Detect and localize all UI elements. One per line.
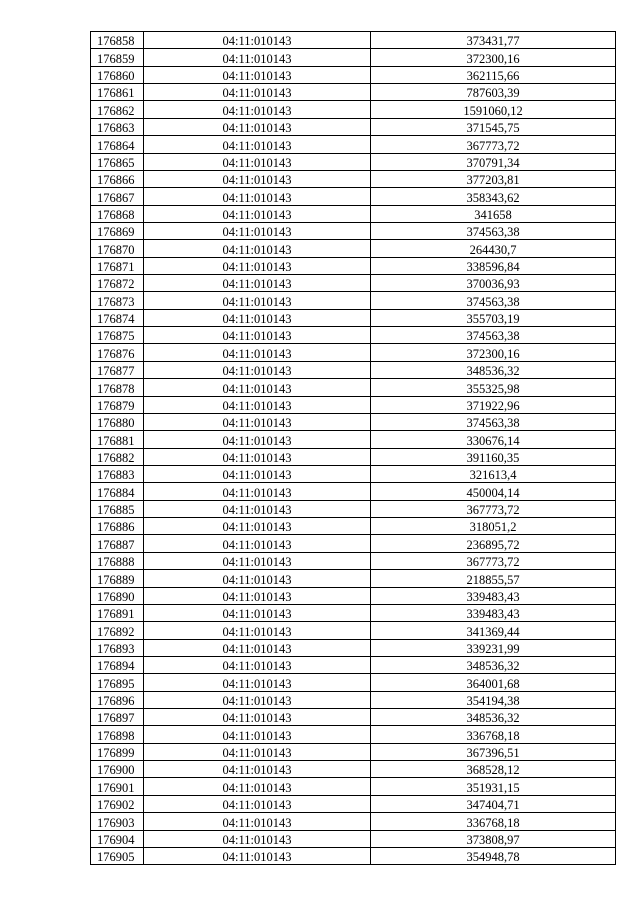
table-body [91, 32, 616, 865]
row-id-cell: 176858 [91, 32, 144, 49]
value-cell: 374563,38 [371, 327, 616, 344]
value-cell: 373808,97 [371, 830, 616, 847]
value-cell: 367773,72 [371, 552, 616, 569]
cadastral-code-cell: 04:11:010143 [144, 101, 371, 118]
table-row [91, 309, 616, 326]
cadastral-code-cell: 04:11:010143 [144, 49, 371, 66]
value-cell: 450004,14 [371, 483, 616, 500]
table-row [91, 413, 616, 430]
row-id-cell: 176897 [91, 709, 144, 726]
row-id-cell: 176859 [91, 49, 144, 66]
table-row [91, 327, 616, 344]
cadastral-code-cell: 04:11:010143 [144, 188, 371, 205]
value-cell: 374563,38 [371, 222, 616, 239]
cadastral-code-cell: 04:11:010143 [144, 813, 371, 830]
value-cell: 354194,38 [371, 691, 616, 708]
cadastral-code-cell: 04:11:010143 [144, 344, 371, 361]
value-cell: 354948,78 [371, 847, 616, 864]
cadastral-code-cell: 04:11:010143 [144, 500, 371, 517]
row-id-cell: 176864 [91, 136, 144, 153]
table-row [91, 847, 616, 864]
value-cell: 264430,7 [371, 240, 616, 257]
cadastral-code-cell: 04:11:010143 [144, 413, 371, 430]
value-cell: 339483,43 [371, 587, 616, 604]
cadastral-code-cell: 04:11:010143 [144, 396, 371, 413]
cadastral-code-cell: 04:11:010143 [144, 830, 371, 847]
table-row [91, 170, 616, 187]
table-row [91, 465, 616, 482]
cadastral-code-cell: 04:11:010143 [144, 275, 371, 292]
table-row [91, 830, 616, 847]
table-row [91, 379, 616, 396]
row-id-cell: 176874 [91, 309, 144, 326]
cadastral-code-cell: 04:11:010143 [144, 448, 371, 465]
table-row [91, 813, 616, 830]
cadastral-code-cell: 04:11:010143 [144, 483, 371, 500]
cadastral-code-cell: 04:11:010143 [144, 604, 371, 621]
cadastral-code-cell: 04:11:010143 [144, 518, 371, 535]
value-cell: 368528,12 [371, 761, 616, 778]
table-row [91, 483, 616, 500]
cadastral-code-cell: 04:11:010143 [144, 726, 371, 743]
row-id-cell: 176873 [91, 292, 144, 309]
row-id-cell: 176862 [91, 101, 144, 118]
row-id-cell: 176901 [91, 778, 144, 795]
value-cell: 358343,62 [371, 188, 616, 205]
table-row [91, 500, 616, 517]
value-cell: 371545,75 [371, 118, 616, 135]
value-cell: 367396,51 [371, 743, 616, 760]
value-cell: 348536,32 [371, 361, 616, 378]
value-cell: 374563,38 [371, 292, 616, 309]
row-id-cell: 176884 [91, 483, 144, 500]
cadastral-code-cell: 04:11:010143 [144, 622, 371, 639]
row-id-cell: 176870 [91, 240, 144, 257]
row-id-cell: 176900 [91, 761, 144, 778]
cadastral-code-cell: 04:11:010143 [144, 170, 371, 187]
value-cell: 336768,18 [371, 726, 616, 743]
value-cell: 218855,57 [371, 570, 616, 587]
cadastral-code-cell: 04:11:010143 [144, 84, 371, 101]
cadastral-code-cell: 04:11:010143 [144, 361, 371, 378]
table-row [91, 448, 616, 465]
cadastral-code-cell: 04:11:010143 [144, 327, 371, 344]
cadastral-code-cell: 04:11:010143 [144, 691, 371, 708]
row-id-cell: 176892 [91, 622, 144, 639]
cadastral-code-cell: 04:11:010143 [144, 847, 371, 864]
value-cell: 370791,34 [371, 153, 616, 170]
value-cell: 355703,19 [371, 309, 616, 326]
cadastral-code-cell: 04:11:010143 [144, 761, 371, 778]
value-cell: 362115,66 [371, 66, 616, 83]
cadastral-code-cell: 04:11:010143 [144, 743, 371, 760]
table-row [91, 240, 616, 257]
table-row [91, 795, 616, 812]
row-id-cell: 176860 [91, 66, 144, 83]
table-row [91, 344, 616, 361]
row-id-cell: 176886 [91, 518, 144, 535]
cadastral-code-cell: 04:11:010143 [144, 292, 371, 309]
value-cell: 364001,68 [371, 674, 616, 691]
row-id-cell: 176882 [91, 448, 144, 465]
cadastral-code-cell: 04:11:010143 [144, 257, 371, 274]
value-cell: 372300,16 [371, 344, 616, 361]
row-id-cell: 176869 [91, 222, 144, 239]
cadastral-code-cell: 04:11:010143 [144, 153, 371, 170]
table-row [91, 639, 616, 656]
row-id-cell: 176866 [91, 170, 144, 187]
value-cell: 321613,4 [371, 465, 616, 482]
row-id-cell: 176878 [91, 379, 144, 396]
value-cell: 347404,71 [371, 795, 616, 812]
table-row [91, 396, 616, 413]
table-row [91, 674, 616, 691]
row-id-cell: 176890 [91, 587, 144, 604]
row-id-cell: 176905 [91, 847, 144, 864]
cadastral-code-cell: 04:11:010143 [144, 465, 371, 482]
cadastral-code-cell: 04:11:010143 [144, 66, 371, 83]
cadastral-code-cell: 04:11:010143 [144, 136, 371, 153]
table-row [91, 153, 616, 170]
value-cell: 371922,96 [371, 396, 616, 413]
cadastral-code-cell: 04:11:010143 [144, 222, 371, 239]
row-id-cell: 176898 [91, 726, 144, 743]
value-cell: 372300,16 [371, 49, 616, 66]
value-cell: 236895,72 [371, 535, 616, 552]
cadastral-code-cell: 04:11:010143 [144, 587, 371, 604]
table-row [91, 136, 616, 153]
table-row [91, 292, 616, 309]
table-row [91, 518, 616, 535]
value-cell: 330676,14 [371, 431, 616, 448]
table-row [91, 275, 616, 292]
value-cell: 787603,39 [371, 84, 616, 101]
value-cell: 1591060,12 [371, 101, 616, 118]
cadastral-code-cell: 04:11:010143 [144, 674, 371, 691]
cadastral-code-cell: 04:11:010143 [144, 639, 371, 656]
row-id-cell: 176895 [91, 674, 144, 691]
table-row [91, 49, 616, 66]
row-id-cell: 176896 [91, 691, 144, 708]
value-cell: 373431,77 [371, 32, 616, 49]
cadastral-code-cell: 04:11:010143 [144, 795, 371, 812]
value-cell: 348536,32 [371, 656, 616, 673]
table-row [91, 361, 616, 378]
table-row [91, 535, 616, 552]
table-row [91, 101, 616, 118]
table-row [91, 118, 616, 135]
row-id-cell: 176902 [91, 795, 144, 812]
cadastral-code-cell: 04:11:010143 [144, 535, 371, 552]
row-id-cell: 176894 [91, 656, 144, 673]
table-row [91, 84, 616, 101]
row-id-cell: 176899 [91, 743, 144, 760]
row-id-cell: 176888 [91, 552, 144, 569]
row-id-cell: 176861 [91, 84, 144, 101]
table-row [91, 726, 616, 743]
row-id-cell: 176903 [91, 813, 144, 830]
table-row [91, 691, 616, 708]
row-id-cell: 176871 [91, 257, 144, 274]
value-cell: 367773,72 [371, 500, 616, 517]
value-cell: 348536,32 [371, 709, 616, 726]
table-row [91, 604, 616, 621]
value-cell: 341658 [371, 205, 616, 222]
cadastral-code-cell: 04:11:010143 [144, 205, 371, 222]
value-cell: 374563,38 [371, 413, 616, 430]
row-id-cell: 176891 [91, 604, 144, 621]
table-row [91, 587, 616, 604]
row-id-cell: 176865 [91, 153, 144, 170]
cadastral-code-cell: 04:11:010143 [144, 309, 371, 326]
row-id-cell: 176887 [91, 535, 144, 552]
table-row [91, 257, 616, 274]
value-cell: 355325,98 [371, 379, 616, 396]
cadastral-code-cell: 04:11:010143 [144, 32, 371, 49]
value-cell: 338596,84 [371, 257, 616, 274]
table-row [91, 222, 616, 239]
table-row [91, 622, 616, 639]
row-id-cell: 176872 [91, 275, 144, 292]
value-cell: 391160,35 [371, 448, 616, 465]
table-row [91, 743, 616, 760]
row-id-cell: 176863 [91, 118, 144, 135]
table-row [91, 709, 616, 726]
value-cell: 370036,93 [371, 275, 616, 292]
data-table [90, 31, 616, 865]
row-id-cell: 176879 [91, 396, 144, 413]
cadastral-code-cell: 04:11:010143 [144, 709, 371, 726]
value-cell: 336768,18 [371, 813, 616, 830]
value-cell: 339231,99 [371, 639, 616, 656]
row-id-cell: 176867 [91, 188, 144, 205]
row-id-cell: 176889 [91, 570, 144, 587]
cadastral-code-cell: 04:11:010143 [144, 118, 371, 135]
table-row [91, 188, 616, 205]
cadastral-code-cell: 04:11:010143 [144, 778, 371, 795]
value-cell: 339483,43 [371, 604, 616, 621]
table-row [91, 570, 616, 587]
row-id-cell: 176868 [91, 205, 144, 222]
table-row [91, 431, 616, 448]
cadastral-code-cell: 04:11:010143 [144, 431, 371, 448]
cadastral-code-cell: 04:11:010143 [144, 552, 371, 569]
row-id-cell: 176881 [91, 431, 144, 448]
table-row [91, 761, 616, 778]
row-id-cell: 176883 [91, 465, 144, 482]
cadastral-code-cell: 04:11:010143 [144, 240, 371, 257]
value-cell: 351931,15 [371, 778, 616, 795]
row-id-cell: 176877 [91, 361, 144, 378]
table-row [91, 778, 616, 795]
cadastral-code-cell: 04:11:010143 [144, 379, 371, 396]
cadastral-code-cell: 04:11:010143 [144, 570, 371, 587]
table-row [91, 552, 616, 569]
table-row [91, 205, 616, 222]
table-row [91, 32, 616, 49]
value-cell: 341369,44 [371, 622, 616, 639]
value-cell: 318051,2 [371, 518, 616, 535]
table-row [91, 66, 616, 83]
row-id-cell: 176885 [91, 500, 144, 517]
table-row [91, 656, 616, 673]
cadastral-code-cell: 04:11:010143 [144, 656, 371, 673]
row-id-cell: 176875 [91, 327, 144, 344]
row-id-cell: 176904 [91, 830, 144, 847]
row-id-cell: 176893 [91, 639, 144, 656]
row-id-cell: 176876 [91, 344, 144, 361]
row-id-cell: 176880 [91, 413, 144, 430]
value-cell: 377203,81 [371, 170, 616, 187]
value-cell: 367773,72 [371, 136, 616, 153]
